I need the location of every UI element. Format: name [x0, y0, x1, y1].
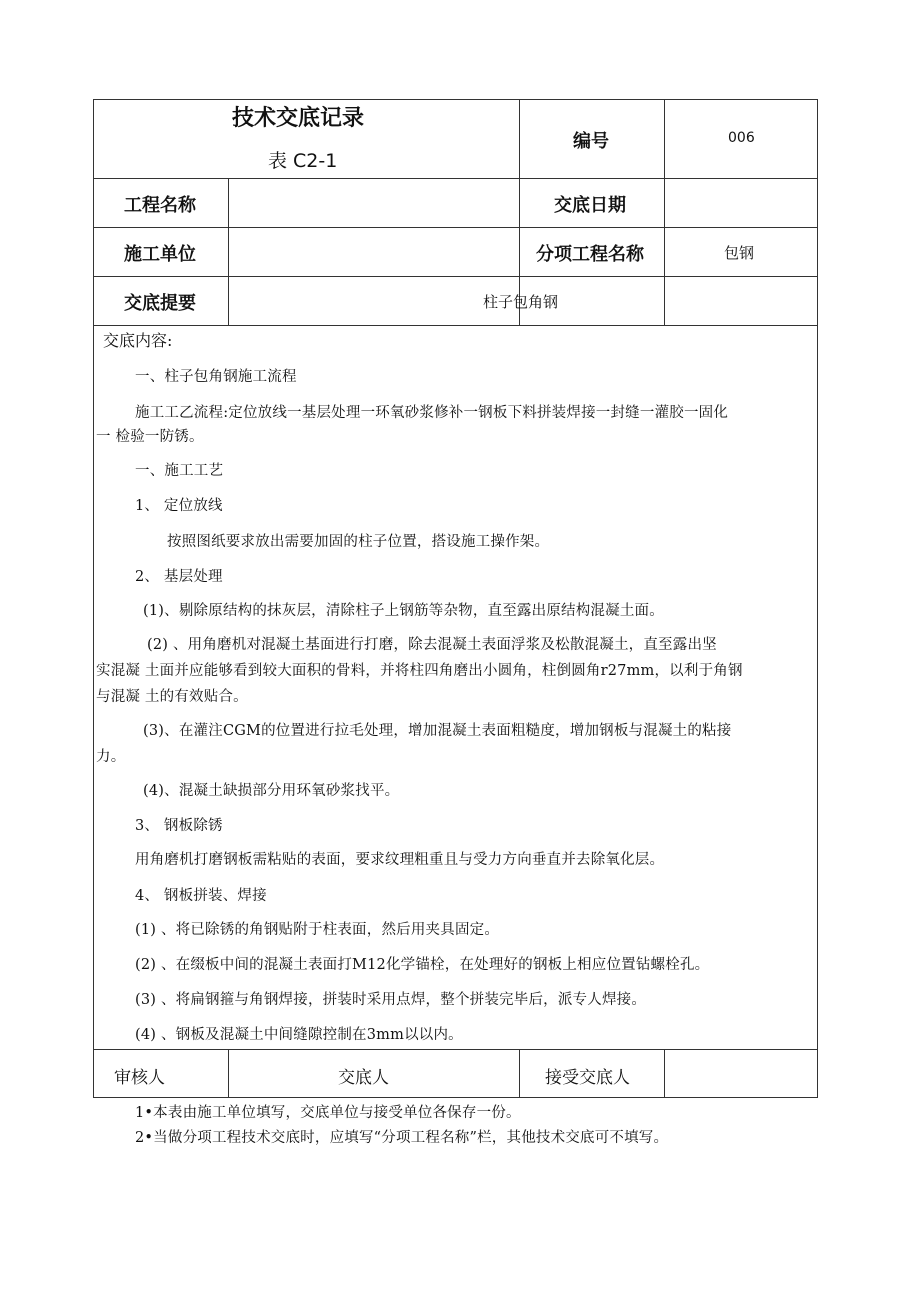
- content-line: 2、 基层处理: [135, 569, 223, 585]
- sub-project-label: 分项工程名称: [536, 244, 644, 265]
- row-divider: [93, 227, 818, 228]
- content-line: 施工工乙流程:定位放线一基层处理一环氧砂浆修补一钢板下料拼装焊接一封缝一灌胶一固化: [135, 405, 729, 421]
- receiver-label: 接受交底人: [545, 1068, 630, 1088]
- summary-label: 交底提要: [124, 293, 196, 314]
- summary-value: 柱子包角钢: [483, 293, 559, 311]
- content-line: 与混凝 土的有效贴合。: [96, 689, 248, 705]
- discloser-label: 交底人: [338, 1068, 389, 1088]
- sub-project-value: 包钢: [724, 244, 755, 262]
- content-line: (1) 、将已除锈的角钢贴附于柱表面，然后用夹具固定。: [135, 922, 500, 938]
- content-line: 一 检验一防锈。: [96, 429, 204, 445]
- content-line: (2) 、在缀板中间的混凝土表面打M12化学锚栓，在处理好的钢板上相应位置钻螺栓孔。: [135, 957, 710, 973]
- content-line: (3)、在灌注CGM的位置进行拉毛处理，增加混凝土表面粗糙度，增加钢板与混凝土的粘接: [143, 723, 732, 739]
- row-divider: [93, 178, 818, 179]
- column-divider: [228, 178, 229, 326]
- number-label: 编号: [573, 131, 609, 152]
- content-line: 3、 钢板除锈: [135, 818, 223, 834]
- content-line: 力。: [96, 749, 126, 765]
- footnote: 1•本表由施工单位填写，交底单位与接受单位各保存一份。: [135, 1105, 521, 1121]
- content-line: 用角磨机打磨钢板需粘贴的表面，要求纹理粗重且与受力方向垂直并去除氧化层。: [135, 852, 665, 868]
- content-line: 一、施工工艺: [135, 463, 224, 479]
- row-divider: [93, 325, 818, 326]
- content-line: 1、 定位放线: [135, 498, 223, 514]
- column-divider: [664, 1049, 665, 1098]
- document-title: 技术交底记录: [232, 106, 365, 131]
- column-divider: [228, 1049, 229, 1098]
- content-line: (4) 、钢板及混凝土中间缝隙控制在3mm以以内。: [135, 1027, 463, 1043]
- reviewer-label: 审核人: [114, 1068, 165, 1088]
- content-line: (3) 、将扁钢箍与角钢焊接，拼装时采用点焊，整个拼装完毕后，派专人焊接。: [135, 992, 647, 1008]
- contractor-label: 施工单位: [124, 244, 196, 265]
- content-heading: 交底内容:: [103, 331, 173, 350]
- date-label: 交底日期: [554, 195, 626, 216]
- content-line: 按照图纸要求放出需要加固的柱子位置，搭设施工操作架。: [167, 534, 550, 550]
- number-value: 006: [728, 130, 755, 146]
- content-line: 4、 钢板拼装、焊接: [135, 888, 267, 904]
- row-divider: [93, 1049, 818, 1050]
- footnote: 2•当做分项工程技术交底时，应填写“分项工程名称”栏，其他技术交底可不填写。: [135, 1130, 669, 1146]
- content-line: (2) 、用角磨机对混凝土基面进行打磨，除去混凝土表面浮浆及松散混凝土，直至露出坚: [147, 637, 717, 653]
- column-divider: [519, 1049, 520, 1098]
- row-divider: [93, 276, 818, 277]
- column-divider: [664, 99, 665, 326]
- content-line: 一、柱子包角钢施工流程: [135, 369, 297, 385]
- form-number: 表 C2-1: [268, 150, 338, 172]
- project-name-label: 工程名称: [124, 195, 196, 216]
- content-line: (4)、混凝土缺损部分用环氧砂浆找平。: [143, 783, 400, 799]
- content-line: (1)、剔除原结构的抹灰层，清除柱子上钢筋等杂物，直至露出原结构混凝土面。: [143, 603, 664, 619]
- content-line: 实混凝 土面并应能够看到较大面积的骨料，并将柱四角磨出小圆角，柱倒圆角r27mm，以利于角钢: [96, 663, 743, 679]
